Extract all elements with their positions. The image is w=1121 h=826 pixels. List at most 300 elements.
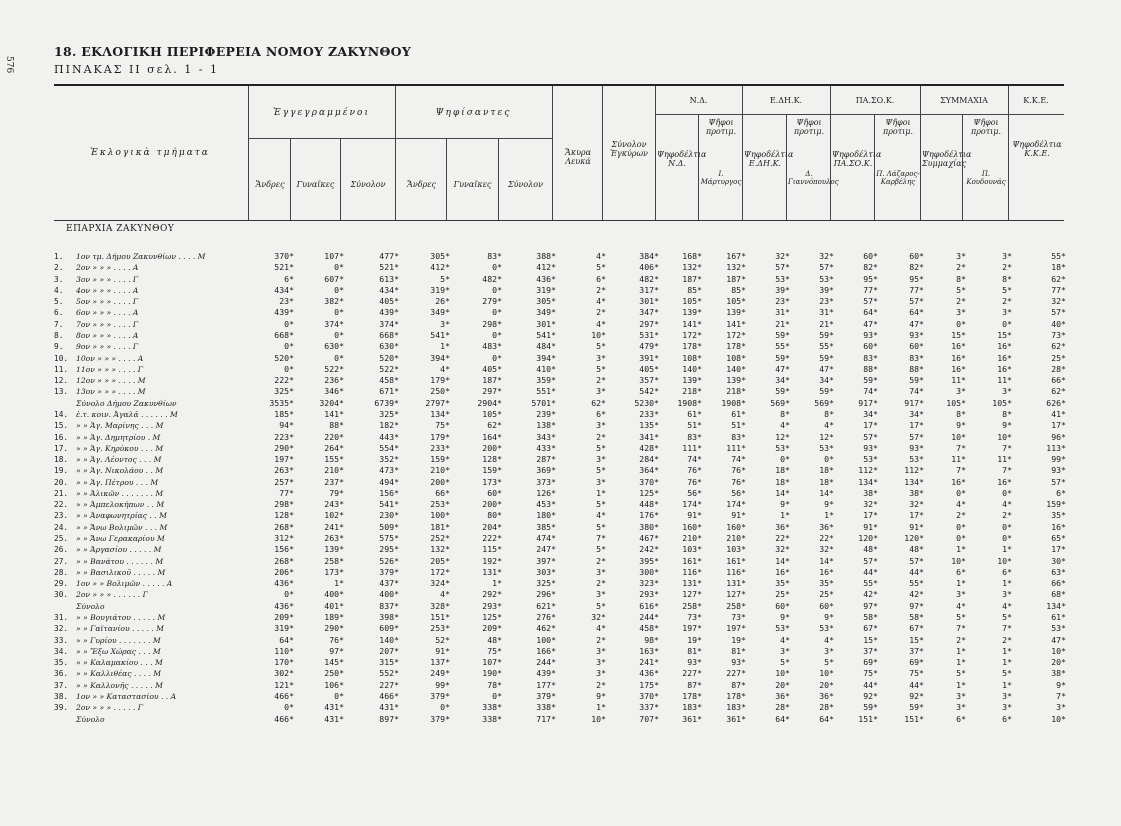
table-cell: 205* bbox=[430, 555, 450, 566]
header-voted-total: Σύνολον bbox=[508, 180, 543, 189]
table-cell: 36* bbox=[819, 521, 834, 532]
header-divider bbox=[1008, 86, 1009, 220]
table-cell: 484* bbox=[536, 341, 556, 352]
table-cell: 51* bbox=[687, 420, 702, 431]
row-number bbox=[54, 398, 76, 409]
table-cell: 7* bbox=[596, 533, 606, 544]
table-cell: 434* bbox=[274, 284, 294, 295]
table-row bbox=[54, 578, 1066, 589]
table-cell: 405* bbox=[639, 363, 659, 374]
table-cell: 349* bbox=[430, 307, 450, 318]
table-cell: 66* bbox=[1051, 375, 1066, 386]
table-cell: 32* bbox=[819, 544, 834, 555]
row-number: 26. bbox=[54, 545, 69, 555]
table-cell: 242* bbox=[639, 544, 659, 555]
table-cell: 31* bbox=[775, 307, 790, 318]
table-cell: 16* bbox=[1051, 521, 1066, 532]
table-cell: 223* bbox=[274, 431, 294, 442]
table-cell: 35* bbox=[1051, 510, 1066, 521]
table-cell: 5* bbox=[596, 544, 606, 555]
table-cell: 210* bbox=[430, 465, 450, 476]
row-number: 1. bbox=[54, 252, 64, 261]
table-cell: 7* bbox=[956, 623, 966, 634]
table-cell: 37* bbox=[909, 645, 924, 656]
table-cell: 113* bbox=[1046, 442, 1066, 453]
table-row bbox=[54, 691, 1066, 702]
table-cell: 16* bbox=[951, 352, 966, 363]
table-cell: 44* bbox=[909, 566, 924, 577]
table-cell: 2* bbox=[956, 296, 966, 307]
table-cell: 0* bbox=[334, 262, 344, 273]
table-cell: 3* bbox=[1002, 690, 1012, 701]
row-number: 29. bbox=[54, 579, 69, 589]
table-cell: 466* bbox=[379, 690, 399, 701]
table-cell: 178* bbox=[726, 341, 746, 352]
table-cell: 0* bbox=[284, 341, 294, 352]
header-pref-nd: Ψῆφοι προτιμ. bbox=[705, 118, 737, 137]
table-cell: 156* bbox=[274, 544, 294, 555]
table-cell: 166* bbox=[536, 645, 556, 656]
table-cell: 837* bbox=[379, 600, 399, 611]
row-number: 16. bbox=[54, 432, 69, 442]
table-cell: 16* bbox=[997, 341, 1012, 352]
table-cell: 85* bbox=[687, 284, 702, 295]
row-number: 7. bbox=[54, 319, 64, 329]
table-cell: 55* bbox=[819, 341, 834, 352]
section-name: » » Βανάτου . . . . . . Μ bbox=[76, 556, 164, 566]
table-cell: 5* bbox=[596, 521, 606, 532]
table-cell: 405* bbox=[379, 296, 399, 307]
table-cell: 181* bbox=[430, 521, 450, 532]
row-number: 13. bbox=[54, 387, 69, 397]
header-divider bbox=[552, 86, 553, 220]
table-cell: 292* bbox=[482, 589, 502, 600]
header-symmachia: ΣΥΜΜΑΧΙΑ bbox=[940, 96, 988, 105]
section-name: » » Ἁγ. Δημητρίου . Μ bbox=[76, 432, 161, 442]
row-number: 36. bbox=[54, 669, 69, 679]
table-cell: 139* bbox=[324, 544, 344, 555]
table-cell: 120* bbox=[858, 533, 878, 544]
table-cell: 337* bbox=[639, 702, 659, 713]
table-cell: 60* bbox=[487, 487, 502, 498]
table-cell: 5* bbox=[440, 273, 450, 284]
table-cell: 4* bbox=[596, 251, 606, 261]
table-cell: 0* bbox=[492, 307, 502, 318]
table-cell: 18* bbox=[1051, 262, 1066, 273]
table-cell: 1* bbox=[492, 578, 502, 589]
table-cell: 53* bbox=[775, 623, 790, 634]
section-name: » » Γυρίου . . . . . . . Μ bbox=[76, 635, 161, 645]
table-cell: 609* bbox=[379, 623, 399, 634]
header-subdivider bbox=[290, 138, 291, 220]
table-cell: 55* bbox=[1051, 251, 1066, 261]
table-cell: 56* bbox=[687, 487, 702, 498]
table-cell: 218* bbox=[682, 386, 702, 397]
section-name: 2ον » » » . . . . . . Γ bbox=[76, 590, 148, 600]
section-name: 1ον » » Βολιμῶν . . . . . Α bbox=[76, 579, 173, 589]
table-cell: 61* bbox=[731, 408, 746, 419]
table-cell: 59* bbox=[909, 375, 924, 386]
table-cell: 7* bbox=[1002, 623, 1012, 634]
table-cell: 439* bbox=[379, 307, 399, 318]
table-cell: 92* bbox=[909, 690, 924, 701]
table-cell: 379* bbox=[430, 713, 450, 724]
table-cell: 200* bbox=[430, 476, 450, 487]
table-row bbox=[54, 477, 1066, 488]
table-cell: 167* bbox=[726, 251, 746, 261]
table-cell: 17* bbox=[1051, 544, 1066, 555]
table-cell: 290* bbox=[324, 623, 344, 634]
table-cell: 2* bbox=[956, 510, 966, 521]
table-cell: 59* bbox=[775, 386, 790, 397]
row-number: 25. bbox=[54, 534, 69, 544]
table-cell: 233* bbox=[639, 408, 659, 419]
table-cell: 395* bbox=[639, 555, 659, 566]
table-cell: 88* bbox=[909, 363, 924, 374]
table-cell: 630* bbox=[324, 341, 344, 352]
table-row bbox=[54, 702, 1066, 713]
header-divider bbox=[248, 86, 249, 220]
table-cell: 197* bbox=[274, 454, 294, 465]
table-cell: 305* bbox=[536, 296, 556, 307]
table-cell: 141* bbox=[726, 318, 746, 329]
table-cell: 131* bbox=[682, 578, 702, 589]
table-cell: 39* bbox=[819, 284, 834, 295]
table-cell: 359* bbox=[536, 375, 556, 386]
table-cell: 77* bbox=[909, 284, 924, 295]
table-cell: 227* bbox=[726, 668, 746, 679]
table-cell: 349* bbox=[536, 307, 556, 318]
section-name: 9ον » » » . . . . Γ bbox=[76, 342, 139, 352]
table-cell: 0* bbox=[492, 352, 502, 363]
table-cell: 373* bbox=[536, 476, 556, 487]
table-cell: 32* bbox=[909, 499, 924, 510]
table-cell: 161* bbox=[682, 555, 702, 566]
table-cell: 14* bbox=[819, 487, 834, 498]
row-number: 28. bbox=[54, 567, 69, 577]
table-cell: 134* bbox=[858, 476, 878, 487]
table-cell: 3* bbox=[1002, 702, 1012, 713]
page-number: 576 bbox=[4, 56, 14, 74]
table-cell: 53* bbox=[775, 273, 790, 284]
section-name: 7ον » » » . . . . Γ bbox=[76, 319, 139, 329]
header-pref-pasok: Ψῆφοι προτιμ. bbox=[882, 118, 914, 137]
table-cell: 73* bbox=[1051, 329, 1066, 340]
table-cell: 76* bbox=[329, 634, 344, 645]
table-cell: 127* bbox=[726, 589, 746, 600]
row-number: 3. bbox=[54, 274, 64, 284]
table-cell: 319* bbox=[536, 284, 556, 295]
table-cell: 51* bbox=[731, 420, 746, 431]
table-cell: 93* bbox=[731, 657, 746, 668]
table-cell: 47* bbox=[863, 318, 878, 329]
table-cell: 75* bbox=[909, 668, 924, 679]
table-row bbox=[54, 556, 1066, 567]
table-cell: 74* bbox=[687, 454, 702, 465]
table-cell: 3* bbox=[1002, 251, 1012, 261]
table-cell: 14* bbox=[819, 555, 834, 566]
table-cell: 5230* bbox=[634, 397, 659, 408]
table-cell: 7* bbox=[1056, 690, 1066, 701]
table-cell: 1* bbox=[596, 487, 606, 498]
table-cell: 315* bbox=[379, 657, 399, 668]
header-sections: Ἐκλογικὰ τμήματα bbox=[90, 148, 210, 158]
table-cell: 9* bbox=[1056, 679, 1066, 690]
header-divider bbox=[602, 86, 603, 220]
table-cell: 626* bbox=[1046, 397, 1066, 408]
section-name: » » Ἀναφωνητρίας . . Μ bbox=[76, 511, 167, 521]
table-cell: 93* bbox=[863, 329, 878, 340]
table-cell: 44* bbox=[863, 679, 878, 690]
table-cell: 91* bbox=[731, 510, 746, 521]
table-cell: 258* bbox=[324, 555, 344, 566]
table-cell: 28* bbox=[775, 702, 790, 713]
section-name: 4ον » » » . . . . Α bbox=[76, 285, 139, 295]
table-cell: 48* bbox=[909, 544, 924, 555]
table-cell: 23* bbox=[819, 296, 834, 307]
table-cell: 295* bbox=[379, 544, 399, 555]
table-cell: 218* bbox=[726, 386, 746, 397]
section-name: » » Καλλονῆς . . . . . Μ bbox=[76, 680, 163, 690]
table-cell: 67* bbox=[909, 623, 924, 634]
table-cell: 258* bbox=[682, 600, 702, 611]
table-cell: 369* bbox=[536, 465, 556, 476]
table-cell: 116* bbox=[726, 566, 746, 577]
table-cell: 397* bbox=[536, 555, 556, 566]
table-cell: 141* bbox=[682, 318, 702, 329]
table-cell: 57* bbox=[819, 262, 834, 273]
table-cell: 12* bbox=[819, 431, 834, 442]
table-cell: 258* bbox=[726, 600, 746, 611]
table-cell: 59* bbox=[819, 386, 834, 397]
table-cell: 87* bbox=[731, 679, 746, 690]
table-cell: 3204* bbox=[319, 397, 344, 408]
table-row bbox=[54, 646, 1066, 657]
table-cell: 3* bbox=[824, 645, 834, 656]
table-cell: 1* bbox=[596, 702, 606, 713]
table-cell: 60* bbox=[909, 341, 924, 352]
header-divider bbox=[742, 86, 743, 220]
table-cell: 3* bbox=[956, 589, 966, 600]
table-cell: 8* bbox=[824, 408, 834, 419]
table-cell: 53* bbox=[775, 442, 790, 453]
table-cell: 83* bbox=[863, 352, 878, 363]
table-cell: 379* bbox=[536, 690, 556, 701]
table-cell: 1* bbox=[1002, 645, 1012, 656]
header-pref-edik: Ψῆφοι προτιμ. bbox=[793, 118, 825, 137]
table-cell: 135* bbox=[639, 420, 659, 431]
table-cell: 121* bbox=[274, 679, 294, 690]
section-name: » » Καλαμακίου . . . Μ bbox=[76, 658, 163, 668]
table-cell: 88* bbox=[863, 363, 878, 374]
row-number: 6. bbox=[54, 308, 64, 318]
table-cell: 236* bbox=[324, 375, 344, 386]
table-cell: 448* bbox=[639, 499, 659, 510]
table-row bbox=[54, 319, 1066, 330]
table-cell: 100* bbox=[536, 634, 556, 645]
table-cell: 34* bbox=[863, 408, 878, 419]
table-cell: 100* bbox=[430, 510, 450, 521]
table-cell: 1* bbox=[956, 645, 966, 656]
table-cell: 244* bbox=[639, 612, 659, 622]
table-cell: 32* bbox=[819, 251, 834, 261]
table-cell: 0* bbox=[1002, 533, 1012, 544]
table-cell: 57* bbox=[1051, 307, 1066, 318]
header-subdivider bbox=[698, 114, 699, 220]
table-cell: 197* bbox=[726, 623, 746, 634]
table-cell: 106* bbox=[324, 679, 344, 690]
table-cell: 91* bbox=[863, 521, 878, 532]
table-cell: 300* bbox=[639, 566, 659, 577]
table-cell: 268* bbox=[274, 521, 294, 532]
table-cell: 3* bbox=[956, 307, 966, 318]
table-cell: 16* bbox=[951, 363, 966, 374]
table-cell: 247* bbox=[536, 544, 556, 555]
header-subdivider bbox=[786, 114, 787, 220]
section-name: » » Ἁγ. Κηρύκου . . . Μ bbox=[76, 443, 164, 453]
table-cell: 207* bbox=[379, 645, 399, 656]
table-cell: 75* bbox=[487, 645, 502, 656]
table-cell: 15* bbox=[909, 634, 924, 645]
table-cell: 431* bbox=[379, 702, 399, 713]
row-number: 17. bbox=[54, 443, 69, 453]
table-cell: 178* bbox=[726, 690, 746, 701]
section-name: » » Ἀμπελοκήπων . . Μ bbox=[76, 500, 165, 510]
table-cell: 42* bbox=[909, 589, 924, 600]
section-name: » » Ἁγ. Νικολάου . . Μ bbox=[76, 466, 164, 476]
table-cell: 132* bbox=[682, 262, 702, 273]
table-cell: 483* bbox=[482, 341, 502, 352]
table-cell: 10* bbox=[775, 668, 790, 679]
section-name: 2ον » » » . . . . Α bbox=[76, 263, 139, 273]
table-cell: 1* bbox=[956, 679, 966, 690]
header-divider bbox=[655, 86, 656, 220]
section-name: 13ον » » » . . . . Μ bbox=[76, 387, 146, 397]
table-cell: 79* bbox=[329, 487, 344, 498]
table-cell: 156* bbox=[379, 487, 399, 498]
table-cell: 32* bbox=[775, 251, 790, 261]
table-cell: 97* bbox=[329, 645, 344, 656]
table-cell: 175* bbox=[639, 679, 659, 690]
table-cell: 120* bbox=[904, 533, 924, 544]
table-cell: 160* bbox=[682, 521, 702, 532]
page-title: 18. ΕΚΛΟΓΙΚΗ ΠΕΡΙΦΕΡΕΙΑ ΝΟΜΟΥ ΖΑΚΥΝΘΟΥ bbox=[54, 44, 412, 59]
table-row bbox=[54, 262, 1066, 273]
table-row bbox=[54, 601, 1066, 612]
table-cell: 0* bbox=[1002, 487, 1012, 498]
section-name: » » Γαϊτανίου . . . . . Μ bbox=[76, 624, 164, 634]
table-cell: 59* bbox=[819, 329, 834, 340]
table-cell: 717* bbox=[536, 713, 556, 724]
table-cell: 5* bbox=[956, 612, 966, 622]
header-ballots-symm: Ψηφοδέλτια Συμμαχίας bbox=[922, 150, 972, 169]
table-cell: 81* bbox=[687, 645, 702, 656]
table-cell: 5* bbox=[1002, 668, 1012, 679]
row-number: 38. bbox=[54, 691, 69, 701]
table-cell: 60* bbox=[909, 251, 924, 261]
section-name: Σύνολο Δήμου Ζακυνθίων bbox=[76, 398, 177, 408]
table-cell: 159* bbox=[430, 454, 450, 465]
header-reg-men: Ἄνδρες bbox=[255, 180, 285, 189]
table-cell: 151* bbox=[858, 713, 878, 724]
table-cell: 91* bbox=[435, 645, 450, 656]
table-cell: 466* bbox=[274, 713, 294, 724]
table-cell: 0* bbox=[334, 329, 344, 340]
table-cell: 53* bbox=[863, 454, 878, 465]
section-name: Σύνολο bbox=[76, 601, 105, 611]
table-row bbox=[54, 680, 1066, 691]
table-cell: 185* bbox=[274, 408, 294, 419]
table-cell: 5* bbox=[956, 668, 966, 679]
row-number: 9. bbox=[54, 342, 64, 352]
table-cell: 108* bbox=[726, 352, 746, 363]
table-cell: 74* bbox=[909, 386, 924, 397]
table-cell: 183* bbox=[682, 702, 702, 713]
table-cell: 62* bbox=[591, 397, 606, 408]
table-row bbox=[54, 296, 1066, 307]
table-cell: 140* bbox=[726, 363, 746, 374]
table-cell: 107* bbox=[482, 657, 502, 668]
table-cell: 2904* bbox=[477, 397, 502, 408]
table-cell: 31* bbox=[819, 307, 834, 318]
table-cell: 17* bbox=[1051, 420, 1066, 431]
table-cell: 19* bbox=[687, 634, 702, 645]
table-cell: 293* bbox=[482, 600, 502, 611]
table-cell: 541* bbox=[536, 329, 556, 340]
table-cell: 338* bbox=[482, 702, 502, 713]
table-cell: 3* bbox=[1002, 307, 1012, 318]
table-cell: 38* bbox=[863, 487, 878, 498]
table-cell: 80* bbox=[487, 510, 502, 521]
table-cell: 3535* bbox=[269, 397, 294, 408]
table-cell: 21* bbox=[819, 318, 834, 329]
table-cell: 137* bbox=[430, 657, 450, 668]
table-cell: 10* bbox=[819, 668, 834, 679]
table-cell: 357* bbox=[639, 375, 659, 386]
section-name: » » Ἁγ. Λέοντος . . . Μ bbox=[76, 455, 162, 465]
table-cell: 34* bbox=[775, 375, 790, 386]
table-cell: 172* bbox=[430, 566, 450, 577]
table-cell: 3* bbox=[596, 589, 606, 600]
table-cell: 15* bbox=[951, 329, 966, 340]
table-cell: 41* bbox=[1051, 408, 1066, 419]
table-cell: 1908* bbox=[721, 397, 746, 408]
section-name: 11ον » » » . . . . Γ bbox=[76, 364, 144, 374]
table-cell: 11* bbox=[997, 375, 1012, 386]
table-cell: 6* bbox=[596, 408, 606, 419]
header-subdivider bbox=[340, 138, 341, 220]
table-cell: 287* bbox=[536, 454, 556, 465]
table-cell: 668* bbox=[274, 329, 294, 340]
header-divider bbox=[830, 86, 831, 220]
table-cell: 14* bbox=[775, 555, 790, 566]
table-cell: 2797* bbox=[425, 397, 450, 408]
table-cell: 139* bbox=[682, 307, 702, 318]
table-cell: 98* bbox=[644, 634, 659, 645]
table-cell: 37* bbox=[863, 645, 878, 656]
table-cell: 431* bbox=[324, 702, 344, 713]
table-cell: 551* bbox=[536, 386, 556, 397]
table-cell: 116* bbox=[682, 566, 702, 577]
table-cell: 4* bbox=[440, 589, 450, 600]
table-cell: 230* bbox=[379, 510, 399, 521]
table-cell: 10* bbox=[951, 555, 966, 566]
table-cell: 220* bbox=[324, 431, 344, 442]
table-cell: 161* bbox=[726, 555, 746, 566]
table-cell: 4* bbox=[596, 318, 606, 329]
table-cell: 439* bbox=[536, 668, 556, 679]
header-voted-men: Ἄνδρες bbox=[406, 180, 437, 189]
